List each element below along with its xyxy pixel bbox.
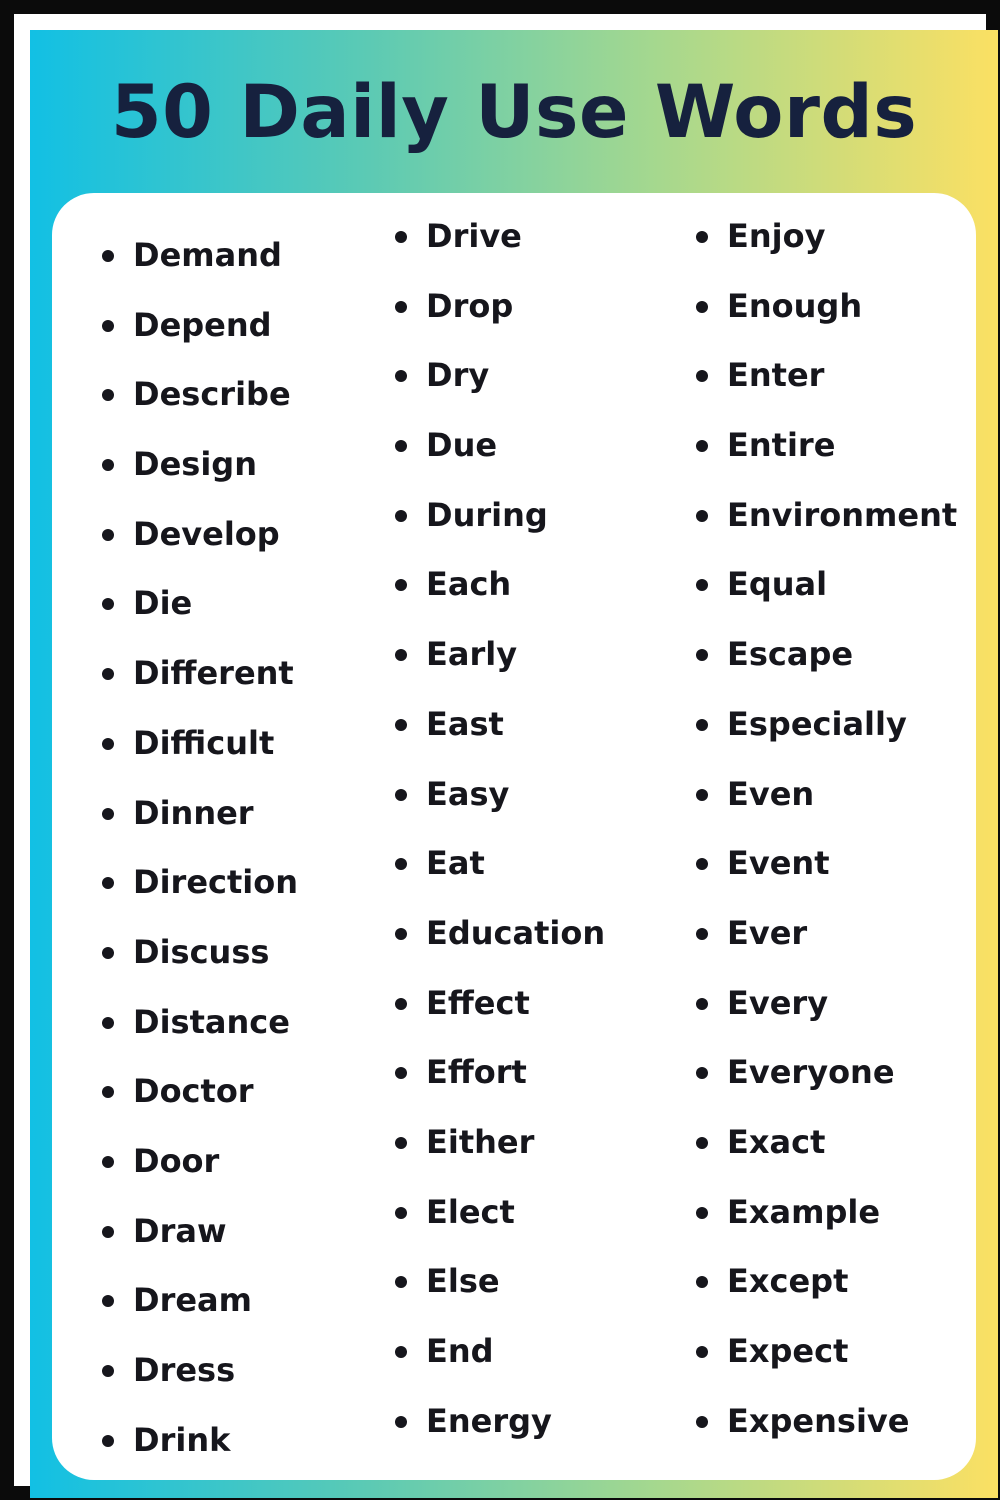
word-text: Escape (727, 635, 854, 674)
word-text: Even (727, 774, 815, 813)
word-list-item (696, 1178, 957, 1248)
word-text: Eat (426, 844, 485, 883)
word-list-item (696, 969, 957, 1039)
word-list-item (102, 988, 298, 1058)
bullet-icon (696, 998, 708, 1010)
bullet-icon (102, 738, 114, 750)
bullet-icon (102, 947, 114, 959)
word-list-item (395, 1178, 605, 1248)
bullet-icon (102, 250, 114, 262)
word-text: Dry (426, 356, 490, 395)
word-text: Develop (133, 514, 280, 553)
word-list-item (102, 291, 298, 361)
word-list-item (696, 1247, 957, 1317)
word-text: Die (133, 584, 193, 623)
word-text: Expensive (727, 1401, 910, 1440)
bullet-icon (395, 719, 407, 731)
word-list-item (395, 1247, 605, 1317)
word-list-item (696, 1317, 957, 1387)
bullet-icon (102, 598, 114, 610)
bullet-icon (395, 998, 407, 1010)
word-text: Enter (727, 356, 825, 395)
bullet-icon (395, 301, 407, 313)
word-text: Drive (426, 217, 522, 255)
word-text: Enjoy (727, 217, 826, 255)
word-list-card (52, 193, 976, 1480)
bullet-icon (102, 1435, 114, 1447)
word-list-item (102, 1057, 298, 1127)
word-text: Either (426, 1122, 535, 1161)
word-text: Early (426, 635, 518, 674)
word-list-item (395, 481, 605, 551)
word-text: Distance (133, 1002, 290, 1041)
word-column-1 (102, 221, 298, 1475)
word-list-item (395, 760, 605, 830)
bullet-icon (696, 1416, 708, 1428)
word-list-item (102, 360, 298, 430)
word-text: Dream (133, 1281, 252, 1320)
word-list-item (395, 411, 605, 481)
word-text: Entire (727, 426, 836, 465)
word-list-item (696, 411, 957, 481)
word-text: Enough (727, 286, 863, 325)
bullet-icon (395, 1207, 407, 1219)
bullet-icon (696, 1067, 708, 1079)
bullet-icon (395, 510, 407, 522)
word-text: Drink (133, 1420, 231, 1459)
word-text: Due (426, 426, 498, 465)
bullet-icon (696, 649, 708, 661)
bullet-icon (102, 529, 114, 541)
word-text: Example (727, 1192, 881, 1231)
bullet-icon (395, 1137, 407, 1149)
bullet-icon (696, 231, 708, 243)
word-list-item (696, 341, 957, 411)
word-text: Design (133, 445, 257, 484)
word-list-item (102, 500, 298, 570)
bullet-icon (102, 389, 114, 401)
word-list-item (395, 969, 605, 1039)
bullet-icon (696, 510, 708, 522)
word-list-item (102, 918, 298, 988)
word-text: Describe (133, 375, 291, 414)
word-text: Especially (727, 704, 907, 743)
word-text: Energy (426, 1401, 552, 1440)
bullet-icon (696, 1207, 708, 1219)
word-list-item (102, 779, 298, 849)
bullet-icon (696, 1137, 708, 1149)
bullet-icon (395, 579, 407, 591)
word-list-item (696, 620, 957, 690)
word-column-2 (395, 202, 605, 1456)
word-text: Effect (426, 983, 530, 1022)
poster (30, 30, 998, 1498)
word-text: Dress (133, 1351, 236, 1389)
bullet-icon (102, 459, 114, 471)
word-list-item (102, 709, 298, 779)
bullet-icon (696, 789, 708, 801)
word-list-item (395, 1387, 605, 1457)
bullet-icon (395, 789, 407, 801)
word-list-item (395, 202, 605, 272)
word-text: Education (426, 913, 606, 952)
word-list-item (102, 1336, 298, 1406)
bullet-icon (102, 808, 114, 820)
word-list-item (102, 848, 298, 918)
word-list-item (102, 1266, 298, 1336)
bullet-icon (696, 301, 708, 313)
word-text: Each (426, 565, 512, 604)
word-text: Discuss (133, 932, 270, 971)
word-text: Direction (133, 863, 299, 902)
word-list-item (696, 899, 957, 969)
word-text: Expect (727, 1332, 849, 1370)
bullet-icon (696, 440, 708, 452)
bullet-icon (102, 1226, 114, 1238)
bullet-icon (696, 858, 708, 870)
word-text: Different (133, 654, 294, 693)
word-text: Ever (727, 913, 808, 952)
word-text: East (426, 704, 504, 743)
bullet-icon (696, 719, 708, 731)
word-list-item (395, 341, 605, 411)
bullet-icon (102, 1086, 114, 1098)
bullet-icon (696, 1276, 708, 1288)
bullet-icon (395, 928, 407, 940)
word-text: End (426, 1332, 494, 1370)
word-text: Draw (133, 1211, 227, 1250)
poster-title: 50 Daily Use Words (110, 70, 918, 155)
word-text: Dinner (133, 793, 254, 832)
bullet-icon (395, 1416, 407, 1428)
word-column-3 (696, 202, 957, 1456)
word-list-item (395, 1038, 605, 1108)
bullet-icon (102, 1156, 114, 1168)
bullet-icon (395, 231, 407, 243)
word-list-item (395, 829, 605, 899)
word-text: Environment (727, 495, 958, 534)
word-list-item (395, 899, 605, 969)
word-text: Demand (133, 236, 282, 274)
bullet-icon (395, 858, 407, 870)
word-text: Depend (133, 305, 272, 344)
bullet-icon (395, 1276, 407, 1288)
word-list-item (696, 550, 957, 620)
bullet-icon (696, 579, 708, 591)
word-text: Except (727, 1262, 849, 1301)
bullet-icon (395, 440, 407, 452)
word-list-item (696, 1387, 957, 1457)
word-list-item (696, 272, 957, 342)
word-list-item (102, 1197, 298, 1267)
bullet-icon (395, 370, 407, 382)
word-list-item (102, 430, 298, 500)
word-text: Everyone (727, 1053, 895, 1092)
bullet-icon (696, 1346, 708, 1358)
word-list-item (102, 1406, 298, 1476)
word-list-item (696, 829, 957, 899)
word-list-item (395, 620, 605, 690)
word-text: Effort (426, 1053, 527, 1092)
word-list-item (696, 481, 957, 551)
word-list-item (395, 1317, 605, 1387)
word-text: Doctor (133, 1072, 254, 1111)
word-text: Exact (727, 1122, 826, 1161)
word-text: During (426, 495, 548, 534)
word-list-item (102, 639, 298, 709)
bullet-icon (102, 877, 114, 889)
word-list-item (395, 550, 605, 620)
bullet-icon (696, 928, 708, 940)
word-text: Else (426, 1262, 500, 1301)
word-text: Event (727, 844, 830, 883)
bullet-icon (696, 370, 708, 382)
bullet-icon (102, 668, 114, 680)
word-list-item (696, 1038, 957, 1108)
word-text: Difficult (133, 723, 275, 762)
bullet-icon (102, 1017, 114, 1029)
word-text: Elect (426, 1192, 515, 1231)
word-text: Every (727, 983, 829, 1022)
bullet-icon (102, 1295, 114, 1307)
word-text: Drop (426, 286, 514, 325)
word-list-item (696, 202, 957, 272)
bullet-icon (395, 1346, 407, 1358)
word-list-item (102, 221, 298, 291)
word-list-item (102, 569, 298, 639)
bullet-icon (102, 1365, 114, 1377)
word-text: Door (133, 1141, 220, 1180)
word-list-item (395, 1108, 605, 1178)
bullet-icon (395, 1067, 407, 1079)
bullet-icon (395, 649, 407, 661)
word-list-item (395, 272, 605, 342)
word-list-item (395, 690, 605, 760)
word-list-item (696, 760, 957, 830)
word-text: Easy (426, 774, 510, 813)
word-list-item (696, 1108, 957, 1178)
word-list-item (696, 690, 957, 760)
bullet-icon (102, 320, 114, 332)
word-text: Equal (727, 565, 828, 604)
word-list-item (102, 1127, 298, 1197)
